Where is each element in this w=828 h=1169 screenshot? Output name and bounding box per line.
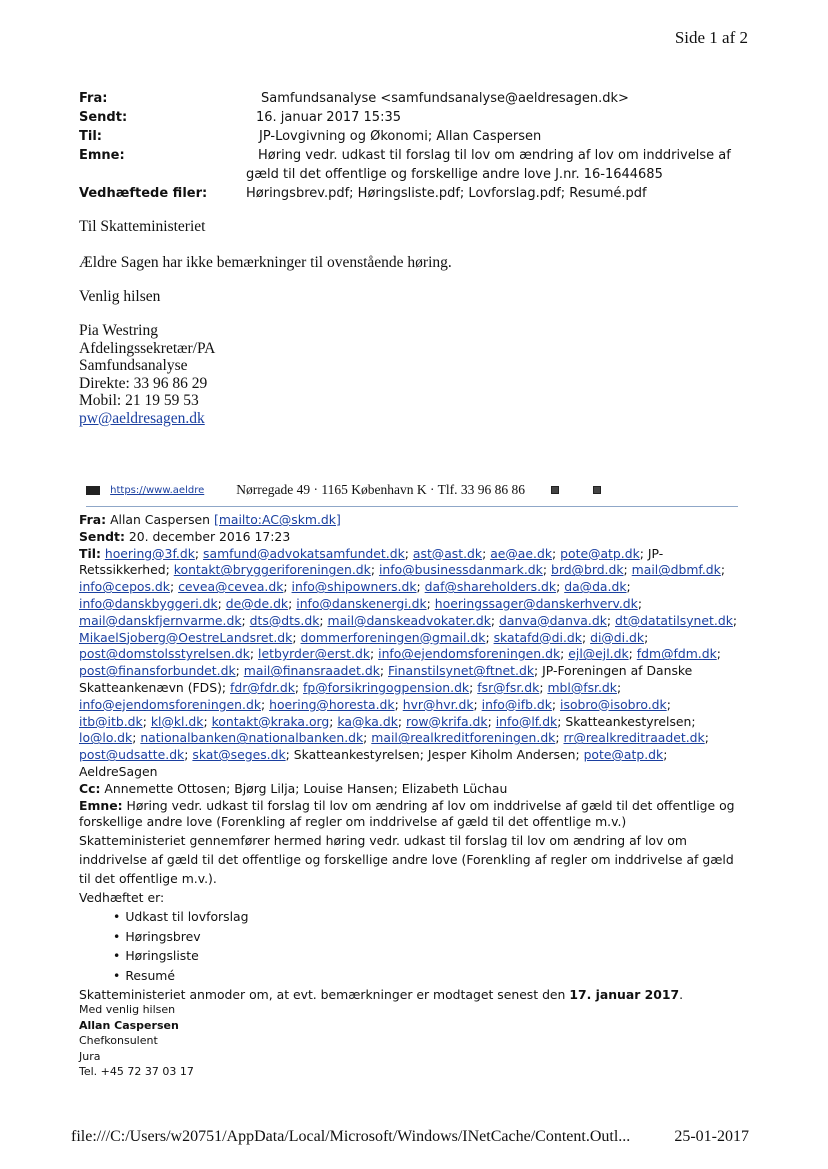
recipient-separator: ; — [628, 646, 637, 662]
fwd-request-suffix: . — [679, 987, 684, 1003]
recipient-email-link[interactable]: info@ifb.dk — [481, 696, 552, 712]
recipient-separator: ; — [203, 713, 212, 729]
recipient-separator: ; — [261, 696, 270, 712]
fwd-to-label: Til: — [79, 545, 101, 561]
signature-email-link[interactable]: pw@aeldresagen.dk — [79, 409, 205, 427]
recipient-email-link[interactable]: dommerforeningen@gmail.dk — [300, 629, 486, 645]
recipient-email-link[interactable]: hoering@3f.dk — [104, 545, 195, 561]
recipient-email-link[interactable]: mail@finansraadet.dk — [243, 663, 380, 679]
recipient-email-link[interactable]: danva@danva.dk — [499, 612, 607, 628]
fwd-sig-title: Chefkonsulent — [79, 1034, 158, 1047]
fwd-subject-value: Høring vedr. udkast til forslag til lov om ændring af lov om inddrivelse af gæld til det offentlige og forskellige andre love (Forenkling af regler om inddrivelse af gæld til det offentlige m.v.) — [79, 797, 735, 830]
recipient-email-link[interactable]: kontakt@kraka.org — [211, 713, 330, 729]
recipient-email-link[interactable]: letbyrder@erst.dk — [258, 646, 371, 662]
recipient-separator: ; — [241, 612, 250, 628]
recipient-separator: ; JP-Foreningen af Danske Skatteankenævn (FDS); — [79, 663, 693, 695]
recipient-separator: ; — [732, 612, 738, 628]
print-footer-path: file:///C:/Users/w20751/AppData/Local/Microsoft/Windows/INetCache/Content.Outl... — [71, 1128, 631, 1145]
fwd-request-prefix: Skatteministeriet anmoder om, at evt. bemærkninger er modtaget senest den — [79, 987, 570, 1003]
signature-name: Pia Westring — [79, 322, 158, 339]
recipient-separator: ; — [379, 663, 389, 679]
attachments-value: Høringsbrev.pdf; Høringsliste.pdf; Lovforslag.pdf; Resumé.pdf — [246, 186, 647, 201]
recipient-separator: ; — [666, 696, 671, 712]
subject-line2: gæld til det offentlige og forskellige andre love J.nr. 16-1644685 — [246, 167, 663, 182]
recipient-email-link[interactable]: skatafd@di.dk — [493, 629, 582, 645]
recipient-separator: ; — [560, 646, 569, 662]
recipient-separator: ; — [487, 713, 496, 729]
recipient-email-link[interactable]: fdm@fdm.dk — [636, 646, 717, 662]
recipient-email-link[interactable]: de@de.dk — [225, 595, 289, 611]
recipient-email-link[interactable]: mail@dbmf.dk — [631, 562, 721, 578]
forwarded-message — [79, 512, 739, 1004]
list-item: • Udkast til lovforslag — [113, 907, 739, 927]
reply-message: Ældre Sagen har ikke bemærkninger til ovenstående høring. — [79, 254, 452, 271]
recipient-separator: ; — [283, 579, 292, 595]
recipient-email-link[interactable]: nationalbanken@nationalbanken.dk — [140, 730, 364, 746]
recipient-email-link[interactable]: info@ejendomsforeningen.dk — [79, 696, 261, 712]
recipient-separator: ; — [249, 646, 259, 662]
fwd-to — [79, 546, 739, 781]
recipient-separator: ; — [485, 629, 494, 645]
fwd-from-name: Allan Caspersen — [110, 512, 211, 527]
recipient-email-link[interactable]: ka@ka.dk — [337, 713, 398, 729]
recipient-email-link[interactable]: cevea@cevea.dk — [178, 579, 284, 595]
fwd-cc — [79, 781, 739, 798]
signature-title: Afdelingssekretær/PA — [79, 339, 216, 357]
signature-mobile: Mobil: 21 19 59 53 — [79, 392, 199, 409]
recipient-email-link[interactable]: info@shipowners.dk — [291, 579, 417, 595]
recipient-separator: ; — [394, 696, 403, 712]
recipient-email-link[interactable]: mail@danskeadvokater.dk — [327, 612, 491, 628]
recipient-email-link[interactable]: Finanstilsynet@ftnet.dk — [388, 663, 535, 679]
fwd-subject — [79, 798, 739, 832]
recipient-separator: ; — [490, 612, 500, 628]
banner-square-icon — [593, 486, 601, 494]
recipient-separator: ; — [482, 545, 491, 561]
fwd-cc-label: Cc: — [79, 780, 101, 796]
recipient-separator: ; — [217, 595, 226, 611]
recipient-email-link[interactable]: da@da.dk — [564, 579, 627, 595]
recipient-email-link[interactable]: daf@shareholders.dk — [424, 579, 557, 595]
list-item: • Høringsbrev — [113, 927, 739, 947]
fwd-attached-label: Vedhæftet er: — [79, 890, 165, 906]
fwd-sent-value: 20. december 2016 17:23 — [128, 528, 291, 544]
fwd-cc-value: Annemette Ottosen; Bjørg Lilja; Louise Hansen; Elizabeth Lüchau — [104, 780, 508, 796]
recipient-separator: ; — [370, 562, 379, 578]
recipient-email-link[interactable]: fsr@fsr.dk — [477, 679, 540, 695]
fwd-from-label: Fra: — [79, 512, 107, 527]
signature-direct: Direkte: 33 96 86 29 — [79, 374, 208, 392]
print-footer-date: 25-01-2017 — [674, 1128, 749, 1145]
fwd-sig-name: Allan Caspersen — [79, 1018, 179, 1032]
recipient-email-link[interactable]: ejl@ejl.dk — [568, 646, 629, 662]
page-number: Side 1 af 2 — [674, 28, 748, 47]
recipient-separator: ; — [542, 562, 551, 578]
recipient-email-link[interactable]: post@udsatte.dk — [79, 747, 185, 763]
recipient-separator: ; — [539, 679, 548, 695]
list-item: • Høringsliste — [113, 946, 739, 966]
banner-square-icon — [551, 486, 559, 494]
recipient-email-link[interactable]: post@finansforbundet.dk — [79, 663, 236, 679]
recipient-separator: ; — [404, 545, 413, 561]
recipient-separator: ; — [329, 713, 338, 729]
recipient-email-link[interactable]: row@krifa.dk — [406, 713, 488, 729]
recipient-email-link[interactable]: info@businessdanmark.dk — [378, 562, 543, 578]
recipient-separator: ; — [363, 730, 372, 746]
recipient-separator: ; — [616, 679, 622, 695]
recipient-email-link[interactable]: post@domstolsstyrelsen.dk — [79, 646, 250, 662]
recipient-separator: ; — [556, 579, 565, 595]
recipient-separator: ; — [644, 629, 649, 645]
recipient-separator: ; — [555, 730, 564, 746]
footer-divider — [86, 506, 738, 507]
fwd-body: Skatteministeriet gennemfører hermed høring vedr. udkast til forslag til lov om ændring af lov om inddrivelse af gæld til det offentlige og forskellige andre love (Forenkling af regler om inddrivelse af gæld til det offentlige m.v.). — [79, 833, 734, 887]
fwd-recipients — [79, 546, 737, 779]
to-label: Til: — [79, 129, 102, 144]
recipient-email-link[interactable]: hvr@hvr.dk — [402, 696, 474, 712]
recipient-email-link[interactable]: hoering@horesta.dk — [269, 696, 395, 712]
recipient-separator: ; JP-Retssikkerhed; — [79, 545, 664, 578]
recipient-separator: ; — [637, 595, 643, 611]
recipient-separator: ; — [294, 679, 304, 695]
recipient-email-link[interactable]: info@ejendomsforeningen.dk — [378, 646, 561, 662]
recipient-separator: ; — [606, 612, 615, 628]
recipient-email-link[interactable]: pote@atp.dk — [583, 747, 664, 763]
recipient-separator: ; — [132, 730, 141, 746]
recipient-email-link[interactable]: isobro@isobro.dk — [560, 696, 667, 712]
recipient-email-link[interactable]: dts@dts.dk — [249, 612, 320, 628]
subject-label: Emne: — [79, 148, 125, 163]
recipient-separator: ; — [720, 562, 726, 578]
recipient-separator: ; — [194, 545, 204, 561]
recipient-email-link[interactable]: dt@datatilsynet.dk — [615, 612, 733, 628]
recipient-email-link[interactable]: info@danskenergi.dk — [296, 595, 427, 611]
recipient-email-link[interactable]: skat@seges.dk — [192, 747, 286, 763]
fwd-sig-dept: Jura — [79, 1049, 101, 1063]
fwd-attachment-list — [79, 907, 739, 985]
recipient-email-link[interactable]: fp@forsikringogpension.dk — [303, 679, 470, 695]
recipient-separator: ; — [623, 562, 632, 578]
list-item: • Resumé — [113, 966, 739, 986]
email-header — [79, 89, 759, 203]
recipient-separator: ; — [370, 646, 379, 662]
subject-line1: Høring vedr. udkast til forslag til lov om ændring af lov om inddrivelse af — [258, 148, 731, 163]
footer-banner — [86, 482, 736, 504]
recipient-separator: ; — [469, 679, 478, 695]
recipient-separator: ; — [235, 663, 244, 679]
recipient-email-link[interactable]: kontakt@bryggeriforeningen.dk — [173, 562, 371, 578]
recipient-email-link[interactable]: ast@ast.dk — [412, 545, 483, 561]
recipient-email-link[interactable]: itb@itb.dk — [79, 713, 143, 729]
recipient-email-link[interactable]: ae@ae.dk — [490, 545, 553, 561]
recipient-separator: ; Skatteankestyrelsen; Jesper Kiholm Andersen; — [285, 747, 584, 763]
recipient-separator: ; — [169, 579, 179, 595]
recipient-email-link[interactable]: mail@danskfjernvarme.dk — [79, 612, 242, 628]
recipient-email-link[interactable]: samfund@advokatsamfundet.dk — [203, 545, 405, 561]
from-value: Samfundsanalyse <samfundsanalyse@aeldresagen.dk> — [261, 91, 629, 106]
fwd-sig-greeting: Med venlig hilsen — [79, 1003, 176, 1016]
recipient-separator: ; AeldreSagen — [79, 747, 668, 779]
recipient-email-link[interactable]: brd@brd.dk — [550, 562, 624, 578]
recipient-email-link[interactable]: info@lf.dk — [495, 713, 558, 729]
fwd-sent-label: Sendt: — [79, 528, 125, 544]
recipient-email-link[interactable]: info@danskbyggeri.dk — [79, 595, 218, 611]
recipient-email-link[interactable]: pote@atp.dk — [560, 545, 640, 561]
recipient-email-link[interactable]: mail@realkreditforeningen.dk — [371, 730, 556, 746]
sent-label: Sendt: — [79, 110, 128, 125]
recipient-email-link[interactable]: rr@realkreditraadet.dk — [563, 730, 705, 746]
recipient-email-link[interactable]: MikaelSjoberg@OestreLandsret.dk — [79, 629, 293, 645]
sent-value: 16. januar 2017 15:35 — [256, 110, 401, 125]
reply-greeting: Til Skatteministeriet — [79, 218, 206, 235]
recipient-separator: ; — [552, 545, 561, 561]
recipient-separator: ; — [626, 579, 631, 595]
recipient-separator: ; — [716, 646, 721, 662]
recipient-email-link[interactable]: hoeringssager@danskerhverv.dk — [434, 595, 638, 611]
recipient-separator: ; — [581, 629, 591, 645]
fwd-from — [79, 512, 739, 529]
recipient-separator: ; — [551, 696, 561, 712]
recipient-email-link[interactable]: info@cepos.dk — [79, 579, 170, 595]
banner-link[interactable]: https://www.aeldre — [110, 484, 205, 496]
recipient-email-link[interactable]: fdr@fdr.dk — [230, 679, 295, 695]
recipient-separator: ; — [142, 713, 151, 729]
fwd-subject-label: Emne: — [79, 797, 123, 813]
fwd-request-date: 17. januar 2017 — [569, 987, 680, 1003]
recipient-email-link[interactable]: kl@kl.dk — [150, 713, 204, 729]
recipient-separator: ; — [184, 747, 193, 763]
banner-icon — [86, 486, 100, 495]
recipient-separator: ; — [704, 730, 709, 746]
recipient-email-link[interactable]: mbl@fsr.dk — [547, 679, 617, 695]
fwd-from-mailto[interactable]: [mailto:AC@skm.dk] — [213, 512, 341, 527]
recipient-separator: ; — [397, 713, 407, 729]
fwd-sig-phone: Tel. +45 72 37 03 17 — [79, 1065, 194, 1078]
reply-closing: Venlig hilsen — [79, 288, 161, 305]
from-label: Fra: — [79, 91, 108, 106]
recipient-separator: ; — [416, 579, 425, 595]
banner-address: Nørregade 49 · 1165 København K · Tlf. 33 96 86 86 — [236, 482, 525, 497]
recipient-email-link[interactable]: di@di.dk — [590, 629, 645, 645]
fwd-sent — [79, 529, 739, 546]
signature-department: Samfundsanalyse — [79, 357, 188, 374]
reply-signature — [79, 322, 215, 427]
recipient-separator: ; — [288, 595, 297, 611]
to-value: JP-Lovgivning og Økonomi; Allan Caspersen — [259, 129, 542, 144]
recipient-separator: ; — [319, 612, 328, 628]
recipient-separator: ; — [473, 696, 482, 712]
recipient-separator: ; Skatteankestyrelsen; — [557, 713, 696, 729]
attachments-label: Vedhæftede filer: — [79, 186, 208, 201]
recipient-separator: ; — [426, 595, 435, 611]
fwd-signature — [79, 1002, 194, 1080]
recipient-email-link[interactable]: lo@lo.dk — [79, 730, 133, 746]
recipient-separator: ; — [292, 629, 301, 645]
